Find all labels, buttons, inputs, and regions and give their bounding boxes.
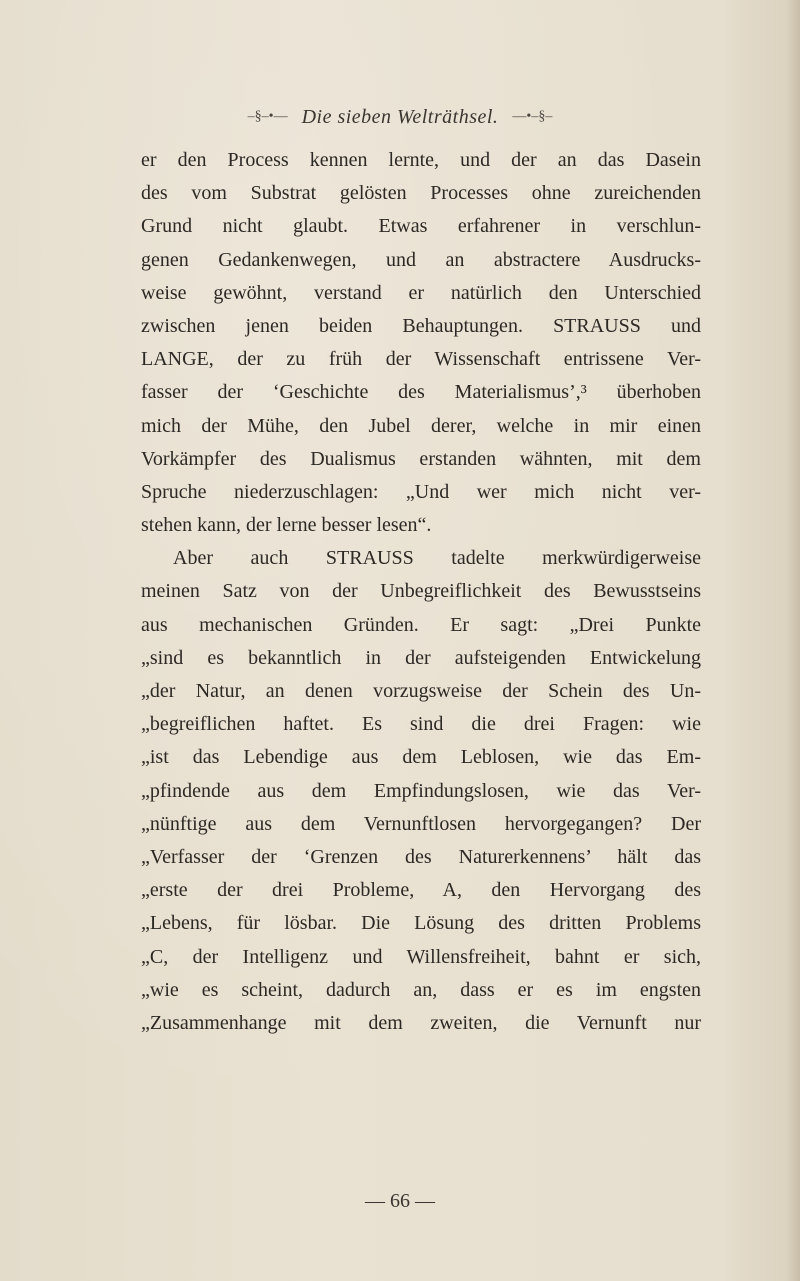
running-head [0,106,800,129]
text-line: „sind es bekanntlich in der aufsteigenden Entwickelung [141,646,701,669]
left-ornament: –§–•— [247,109,288,124]
text-line: aus mechanischen Gründen. Er sagt: „Drei Punkte [141,613,701,636]
text-line: Spruche niederzuschlagen: „Und wer mich nicht ver- [141,480,701,503]
right-ornament: —•–§– [512,109,553,124]
body-text [141,144,701,1040]
text-line: LANGE, der zu früh der Wissenschaft entrissene Ver- [141,348,701,371]
text-line: „nünftige aus dem Vernunftlosen hervorgegangen? Der [141,812,701,835]
text-line: Vorkämpfer des Dualismus erstanden wähnten, mit dem [141,447,701,470]
text-line: weise gewöhnt, verstand er natürlich den Unterschied [141,281,701,304]
text-line: „der Natur, an denen vorzugsweise der Schein des Un- [141,680,701,702]
page-number: — 66 — [365,1190,435,1212]
running-head-title: Die sieben Welträthsel. [301,106,499,128]
text-line: fasser der ‘Geschichte des Materialismus’,³ überhoben [141,381,701,404]
text-line: mich der Mühe, den Jubel derer, welche in mir einen [141,414,701,437]
text-line: genen Gedankenwegen, und an abstractere Ausdrucks- [141,248,701,271]
text-line: „begreiflichen haftet. Es sind die drei Fragen: wie [141,713,701,736]
text-line: „C, der Intelligenz und Willensfreiheit, bahnt er sich, [141,945,701,968]
text-line: „pfindende aus dem Empfindungslosen, wie das Ver- [141,779,701,802]
text-line: „Verfasser der ‘Grenzen des Naturerkennens’ hält das [141,845,701,868]
text-line: stehen kann, der lerne besser lesen“. [141,514,432,537]
text-line: „erste der drei Probleme, A, den Hervorgang des [141,879,701,902]
text-line: zwischen jenen beiden Behauptungen. STRAUSS und [141,314,701,337]
text-line: „wie es scheint, dadurch an, dass er es im engsten [141,978,701,1001]
text-line: meinen Satz von der Unbegreiflichkeit des Bewusstseins [141,580,701,603]
text-line: „ist das Lebendige aus dem Leblosen, wie das Em- [141,746,701,769]
page-edge-shadow [786,0,800,1281]
text-line: Aber auch STRAUSS tadelte merkwürdigerweise [173,547,701,570]
text-line: „Zusammenhange mit dem zweiten, die Vernunft nur [141,1011,701,1034]
text-line: des vom Substrat gelösten Processes ohne zureichenden [141,182,701,205]
text-line: Grund nicht glaubt. Etwas erfahrener in verschlun- [141,215,701,238]
text-line: er den Process kennen lernte, und der an das Dasein [141,149,701,171]
text-line: „Lebens, für lösbar. Die Lösung des dritten Problems [141,912,701,935]
